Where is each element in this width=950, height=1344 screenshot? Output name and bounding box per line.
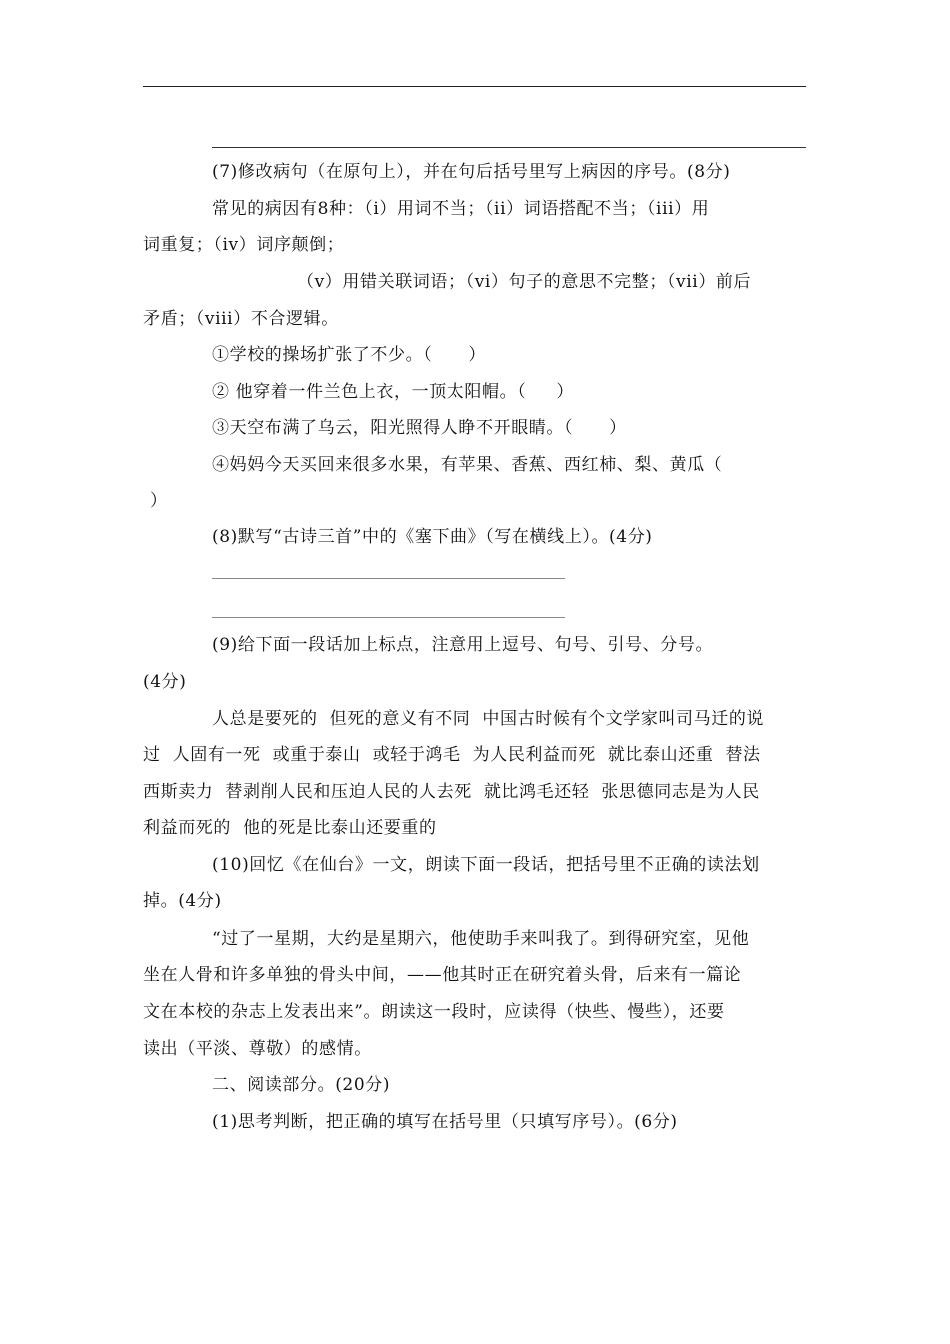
q10-passage-line-2: 坐在人骨和许多单独的骨头中间，——他其时正在研究着头骨，后来有一篇论	[143, 965, 742, 985]
q9-passage-line-1: 人总是要死的 但死的意义有不同 中国古时候有个文学家叫司马迁的说	[212, 709, 765, 729]
q7-causes-line-2: 词重复；（iv）词序颠倒；	[143, 235, 345, 255]
q9-score: (4分)	[143, 672, 187, 692]
q10-passage-line-3: 文在本校的杂志上发表出来”。朗读这一段时，应读得（快些、慢些），还要	[143, 1002, 725, 1022]
q7-causes-line-4: 矛盾；（viii）不合逻辑。	[143, 309, 339, 329]
q7-causes-line-1: 常见的病因有8种：（i）用词不当；（ii）词语搭配不当；（iii）用	[212, 199, 710, 219]
q7-sentence-3: ③天空布满了乌云，阳光照得人睁不开眼睛。（ ）	[212, 418, 627, 438]
q8-answer-blank-1[interactable]	[212, 578, 565, 579]
q8-title: (8)默写“古诗三首”中的《塞下曲》（写在横线上）。(4分)	[212, 527, 653, 547]
q7-sentence-4: ④妈妈今天买回来很多水果，有苹果、香蕉、西红柿、梨、黄瓜（	[212, 455, 723, 475]
q7-title: (7)修改病句（在原句上），并在句后括号里写上病因的序号。(8分)	[212, 162, 731, 182]
q9-passage-line-4: 利益而死的 他的死是比泰山还要重的	[143, 818, 437, 838]
q9-passage-line-2: 过 人固有一死 或重于泰山 或轻于鸿毛 为人民利益而死 就比泰山还重 替法	[143, 745, 761, 765]
answer-line[interactable]	[212, 147, 806, 148]
q7-sentence-1: ①学校的操场扩张了不少。（ ）	[212, 345, 486, 365]
q10-passage-line-1: “过了一星期，大约是星期六，他使助手来叫我了。到得研究室，见他	[212, 929, 750, 949]
header-rule	[143, 86, 806, 87]
q7-sentence-4-end: ）	[150, 491, 168, 511]
q7-causes-line-3: （v）用错关联词语；（vi）句子的意思不完整；（vii）前后	[297, 272, 752, 292]
q7-sentence-2: ② 他穿着一件兰色上衣，一顶太阳帽。（ ）	[212, 382, 574, 402]
q10-title-line-1: (10)回忆《在仙台》一文，朗读下面一段话，把括号里不正确的读法划	[212, 855, 760, 875]
part2-q1: (1)思考判断，把正确的填写在括号里（只填写序号）。(6分)	[212, 1112, 678, 1132]
q10-passage-line-4: 读出（平淡、尊敬）的感情。	[143, 1039, 372, 1059]
q9-title: (9)给下面一段话加上标点，注意用上逗号、句号、引号、分号。	[212, 635, 714, 655]
q10-title-line-2: 掉。(4分)	[143, 891, 222, 911]
part2-title: 二、阅读部分。(20分)	[212, 1075, 391, 1095]
q8-answer-blank-2[interactable]	[212, 617, 565, 618]
q9-passage-line-3: 西斯卖力 替剥削人民和压迫人民的人去死 就比鸿毛还轻 张思德同志是为人民	[143, 782, 760, 802]
